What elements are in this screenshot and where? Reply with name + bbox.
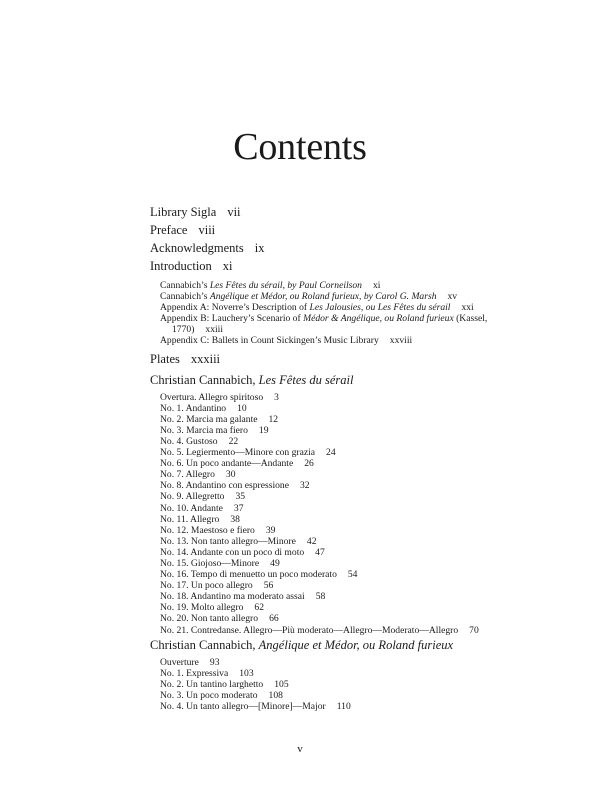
entry-italic-title: Les Jalousies, ou Les Fêtes du sérail (309, 302, 451, 314)
page-number: 49 (270, 557, 280, 569)
section-composer: Christian Cannabich, (150, 637, 259, 652)
entry-label: No. 4. Un tanto allegro—[Minore]—Major (160, 701, 326, 712)
page-number: 66 (269, 613, 279, 625)
toc-subentry[interactable] (150, 436, 570, 447)
page-number: 58 (315, 591, 326, 603)
entry-label: No. 18. Andantino ma moderato assai (160, 591, 305, 603)
entry-label: No. 7. Allegro (160, 469, 215, 481)
entry-label: No. 2. Un tantino larghetto (160, 678, 264, 690)
entry-label: Cannabich’s (160, 291, 210, 303)
toc-subentry[interactable] (150, 414, 570, 425)
entry-label: Ouverture (160, 656, 199, 668)
page-number: xxiii (205, 324, 223, 336)
entry-italic-title: Angélique et Médor, ou Roland furieux, by Carol G. Marsh (209, 291, 437, 303)
entry-label: No. 14. Andante con un poco di moto (160, 546, 305, 558)
toc-subentry[interactable] (150, 302, 570, 313)
page-number: 54 (347, 569, 358, 581)
toc-subentry[interactable] (150, 558, 570, 569)
entry-label: No. 3. Un poco moderato (160, 689, 258, 701)
entry-label: Introduction (150, 259, 212, 273)
toc-subentry[interactable] (150, 657, 570, 668)
page-number: xi (222, 259, 233, 273)
page-number: 47 (315, 546, 325, 558)
page-number: xi (372, 280, 381, 291)
entry-label: No. 19. Molto allegro (160, 602, 244, 614)
entry-label: Acknowledgments (150, 241, 244, 255)
entry-italic-title: Les Fêtes du sérail, by Paul Corneilson (209, 280, 362, 291)
toc-subentry[interactable] (150, 458, 570, 469)
entry-label: No. 10. Andante (160, 502, 223, 514)
entry-label: No. 3. Marcia ma fiero (160, 424, 248, 436)
page-number: 24 (326, 447, 336, 459)
entry-label: No. 20. Non tanto allegro (160, 613, 259, 625)
toc-subentry[interactable] (150, 403, 570, 414)
toc-entry-acknowledgments[interactable] (150, 239, 570, 257)
entry-label: No. 1. Andantino (160, 402, 227, 414)
entry-label: Cannabich’s (160, 280, 210, 291)
toc-subentry[interactable] (150, 280, 570, 291)
page-number: 42 (306, 535, 317, 547)
entry-label: No. 8. Andantino con espressione (160, 480, 289, 492)
toc-subentry[interactable] (150, 480, 570, 491)
toc-subentry[interactable] (150, 491, 570, 502)
entry-label: Preface (150, 223, 188, 237)
page-number: 30 (225, 469, 236, 481)
page-number: ix (254, 241, 265, 255)
toc-subentry[interactable] (150, 425, 570, 436)
page-number: 12 (268, 413, 279, 425)
entry-label: No. 11. Allegro (160, 513, 220, 525)
table-of-contents (150, 203, 570, 712)
toc-subentry[interactable] (150, 335, 570, 346)
page-title: Contents (233, 126, 367, 168)
toc-subentry[interactable] (150, 668, 570, 679)
toc-subentry[interactable] (150, 291, 570, 302)
toc-subentry[interactable] (150, 392, 570, 403)
toc-subentry[interactable] (150, 613, 570, 624)
page-number: 26 (304, 458, 314, 470)
toc-entry-introduction[interactable] (150, 257, 570, 275)
entry-label: No. 2. Marcia ma galante (160, 413, 258, 425)
toc-subentry[interactable] (150, 591, 570, 602)
entry-label: Appendix A: Noverre’s Description of (160, 302, 310, 314)
section-composer: Christian Cannabich, (150, 372, 259, 387)
toc-subentry[interactable] (150, 569, 570, 580)
page-number: 39 (265, 524, 276, 536)
toc-subentry[interactable] (150, 447, 570, 458)
page-number: xxxiii (190, 351, 221, 366)
entry-label: No. 17. Un poco allegro (160, 580, 253, 592)
toc-subentry[interactable] (150, 580, 570, 591)
page-number: 56 (263, 580, 274, 592)
page-number: 10 (237, 402, 247, 414)
section-work-title: Les Fêtes du sérail (258, 372, 354, 387)
page-number: 38 (230, 513, 240, 525)
entry-label: No. 13. Non tanto allegro—Minore (160, 535, 296, 547)
entry-label: No. 9. Allegretto (160, 491, 225, 503)
page-number: 35 (235, 491, 246, 503)
entry-continuation (160, 324, 570, 335)
toc-subentry[interactable] (150, 602, 570, 613)
entry-label: No. 6. Un poco andante—Andante (160, 458, 294, 470)
toc-entry-plates[interactable] (150, 350, 570, 368)
entry-label: No. 16. Tempo di menuetto un poco moderato (160, 569, 337, 581)
page-number: 70 (469, 624, 479, 636)
entry-label: Overtura. Allegro spiritoso (160, 391, 264, 403)
toc-section-heading[interactable] (150, 371, 570, 389)
entry-label: No. 21. Contredanse. Allegro—Più moderato—Allegro—Moderato—Allegro (160, 624, 459, 636)
toc-subentry[interactable] (150, 701, 570, 712)
page-number: 110 (336, 701, 351, 712)
page-number: 3 (274, 391, 279, 403)
page-number: 22 (228, 435, 239, 447)
entry-label: No. 12. Maestoso e fiero (160, 524, 255, 536)
page-number: vii (227, 205, 241, 219)
page-number: 105 (274, 678, 289, 690)
section-work-title: Angélique et Médor, ou Roland furieux (258, 637, 454, 652)
page-number: 108 (268, 689, 283, 701)
toc-subentry[interactable] (150, 625, 570, 636)
page-number: 62 (254, 602, 264, 614)
entry-label: Appendix B: Lauchery’s Scenario of (160, 313, 304, 325)
page-number: 93 (209, 656, 220, 668)
entry-label: No. 4. Gustoso (160, 435, 218, 447)
toc-subentry[interactable] (150, 536, 570, 547)
toc-section-heading[interactable] (150, 636, 570, 654)
entry-label: 1770) (172, 324, 195, 336)
toc-subentry[interactable] (150, 690, 570, 701)
page-number: viii (198, 223, 216, 237)
toc-entry-library-sigla[interactable] (150, 203, 570, 221)
entry-label: Appendix C: Ballets in Count Sickingen’s Music Library (160, 335, 379, 347)
toc-subentry[interactable] (150, 679, 570, 690)
page-number: xxviii (389, 335, 413, 347)
entry-label: No. 15. Giojoso—Minore (160, 557, 260, 569)
toc-subentry[interactable] (150, 547, 570, 558)
entry-label: Plates (150, 351, 180, 366)
page-number: 103 (239, 667, 254, 679)
toc-subentry[interactable] (150, 469, 570, 480)
toc-subentry[interactable] (150, 525, 570, 536)
entry-label-suffix: (Kassel, (453, 313, 488, 325)
footer-page-number: v (297, 743, 303, 755)
toc-subentry[interactable] (150, 313, 570, 335)
page-number: xxi (461, 302, 474, 314)
entry-label: Library Sigla (150, 205, 217, 219)
page-number: xv (447, 291, 458, 303)
toc-subentry[interactable] (150, 514, 570, 525)
page-number: 37 (233, 502, 244, 514)
toc-subentry[interactable] (150, 503, 570, 514)
entry-label: No. 5. Legiermento—Minore con grazia (160, 447, 316, 459)
entry-label: No. 1. Expressiva (160, 667, 229, 679)
entry-italic-title: Médor & Angélique, ou Roland furieux (303, 313, 454, 325)
toc-entry-preface[interactable] (150, 221, 570, 239)
page-number: 19 (258, 424, 269, 436)
page-number: 32 (299, 480, 310, 492)
